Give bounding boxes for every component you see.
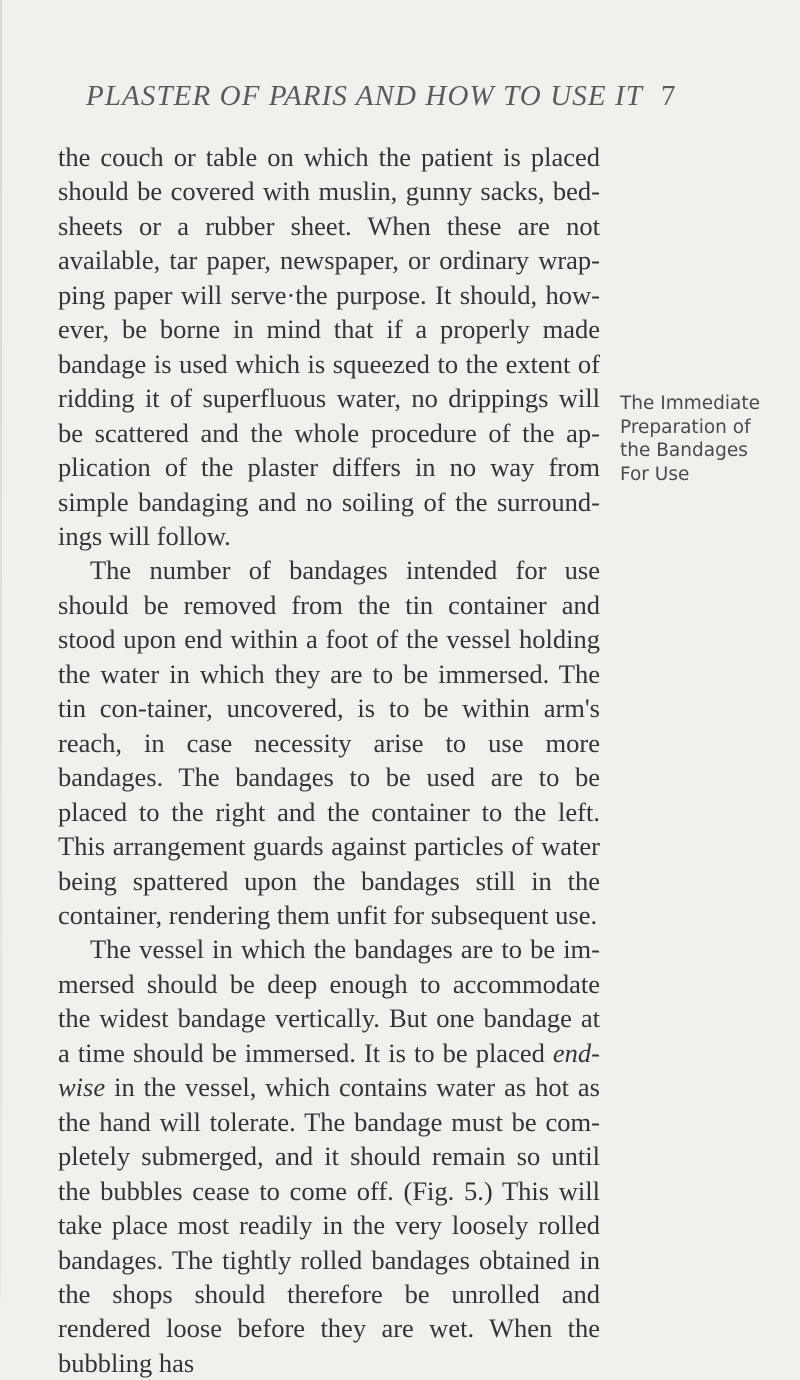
running-title: PLASTER OF PARIS AND HOW TO USE IT xyxy=(86,80,643,112)
margin-note-line-2: Preparation of xyxy=(620,416,751,438)
margin-note-line-1: The Immediate xyxy=(620,393,761,414)
paragraph-2: The number of bandages intended for use should be removed from the tin container and stood upon end within a foot of the vessel holding the water in which they are to be immersed. The tin con-tainer, uncovered, is to be within arm's reach, in case necessity arise to use more bandages. The bandages to be used are to be placed to the right and the container to the left. This arrangement guards against particles of water being spattered upon the bandages still in the container, rendering them unfit for subsequent use. xyxy=(58,555,600,930)
page-crease xyxy=(0,0,2,1299)
page-number: 7 xyxy=(661,80,677,112)
paragraph-3-text-b: in the vessel, which contains water as hot as the hand will tolerate. The bandage must be com-pletely submerged, and it should remain so until the bubbles cease to come off. (Fig. 5.) This will take place most readily in the very loosely rolled bandages. The tightly rolled bandages obtained in the shops should therefore be unrolled and rendered loose before they are wet. When the bubbling has xyxy=(58,1072,600,1378)
margin-note xyxy=(620,392,795,486)
running-head xyxy=(86,80,786,113)
margin-note-line-3: the Bandages xyxy=(620,440,748,461)
paragraph-3-text-a: The vessel in which the bandages are to be im-mersed should be deep enough to accommodate the widest bandage vertically. But one bandage at a time should be immersed. It is to be placed xyxy=(58,934,600,1068)
paragraph-1: the couch or table on which the patient is placed should be covered with muslin, gunny sacks, bed-sheets or a rubber sheet. When these are not available, tar paper, newspaper, or ordinary wrap-ping paper will serve·the purpose. It should, how-ever, be borne in mind that if a properly made bandage is used which is squeezed to the extent of ridding it of superfluous water, no drippings will be scattered and the whole procedure of the ap-plication of the plaster differs in no way from simple bandaging and no soiling of the surround-ings will follow. xyxy=(58,142,600,551)
body-text xyxy=(58,140,600,1380)
margin-note-line-4: For Use xyxy=(620,463,690,485)
paragraph-3-emphasis: end-wise xyxy=(58,1037,600,1103)
paragraph-3 xyxy=(58,932,600,1380)
